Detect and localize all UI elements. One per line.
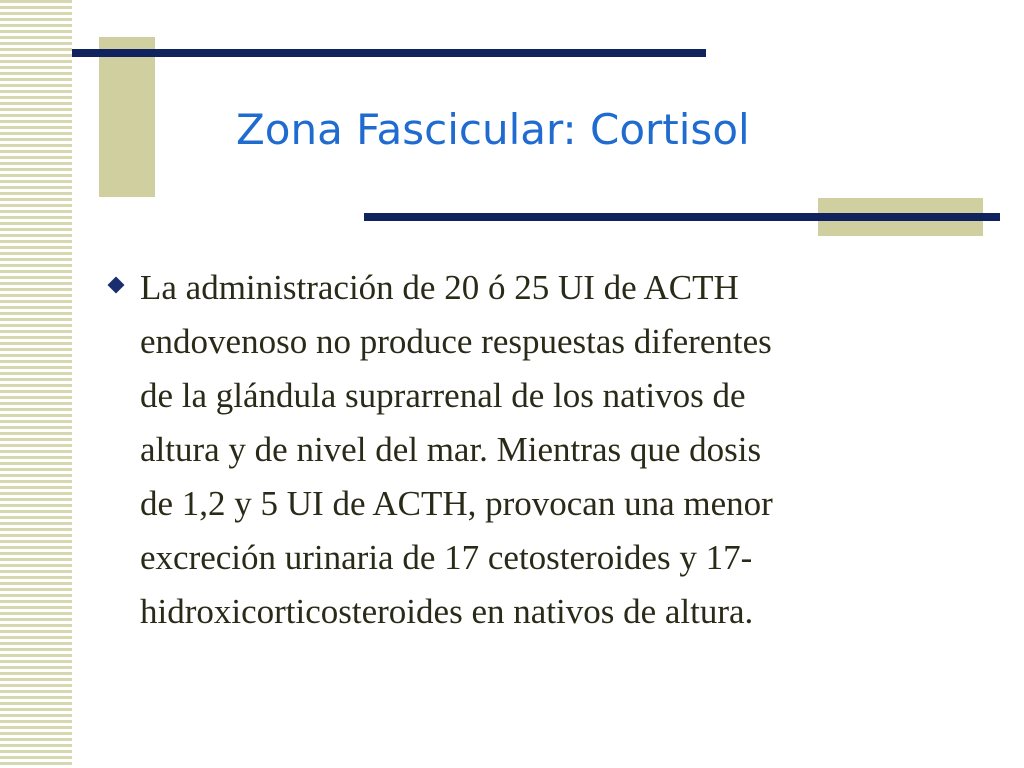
bullet-line: La administración de 20 ó 25 UI de ACTH (140, 268, 739, 307)
bullet-line: altura y de nivel del mar. Mientras que dosis (140, 430, 762, 469)
bullet-line: de 1,2 y 5 UI de ACTH, provocan una menor (140, 484, 773, 523)
bullet-line: de la glándula suprarrenal de los nativos de (140, 376, 746, 415)
slide-title: Zona Fascicular: Cortisol (236, 105, 750, 154)
decorative-navy-line-bottom (364, 213, 1000, 221)
decorative-tan-block-top (99, 37, 155, 197)
bullet-line: hidroxicorticosteroides en nativos de altura. (140, 592, 754, 631)
decorative-stripes (0, 0, 72, 768)
bullet-line: excreción urinaria de 17 cetosteroides y 17- (140, 538, 753, 577)
bullet-item (104, 261, 984, 639)
bullet-list (104, 261, 984, 639)
decorative-navy-line-top (72, 49, 706, 57)
bullet-line: endovenoso no produce respuestas diferentes (140, 322, 772, 361)
diamond-bullet-icon (108, 277, 125, 294)
